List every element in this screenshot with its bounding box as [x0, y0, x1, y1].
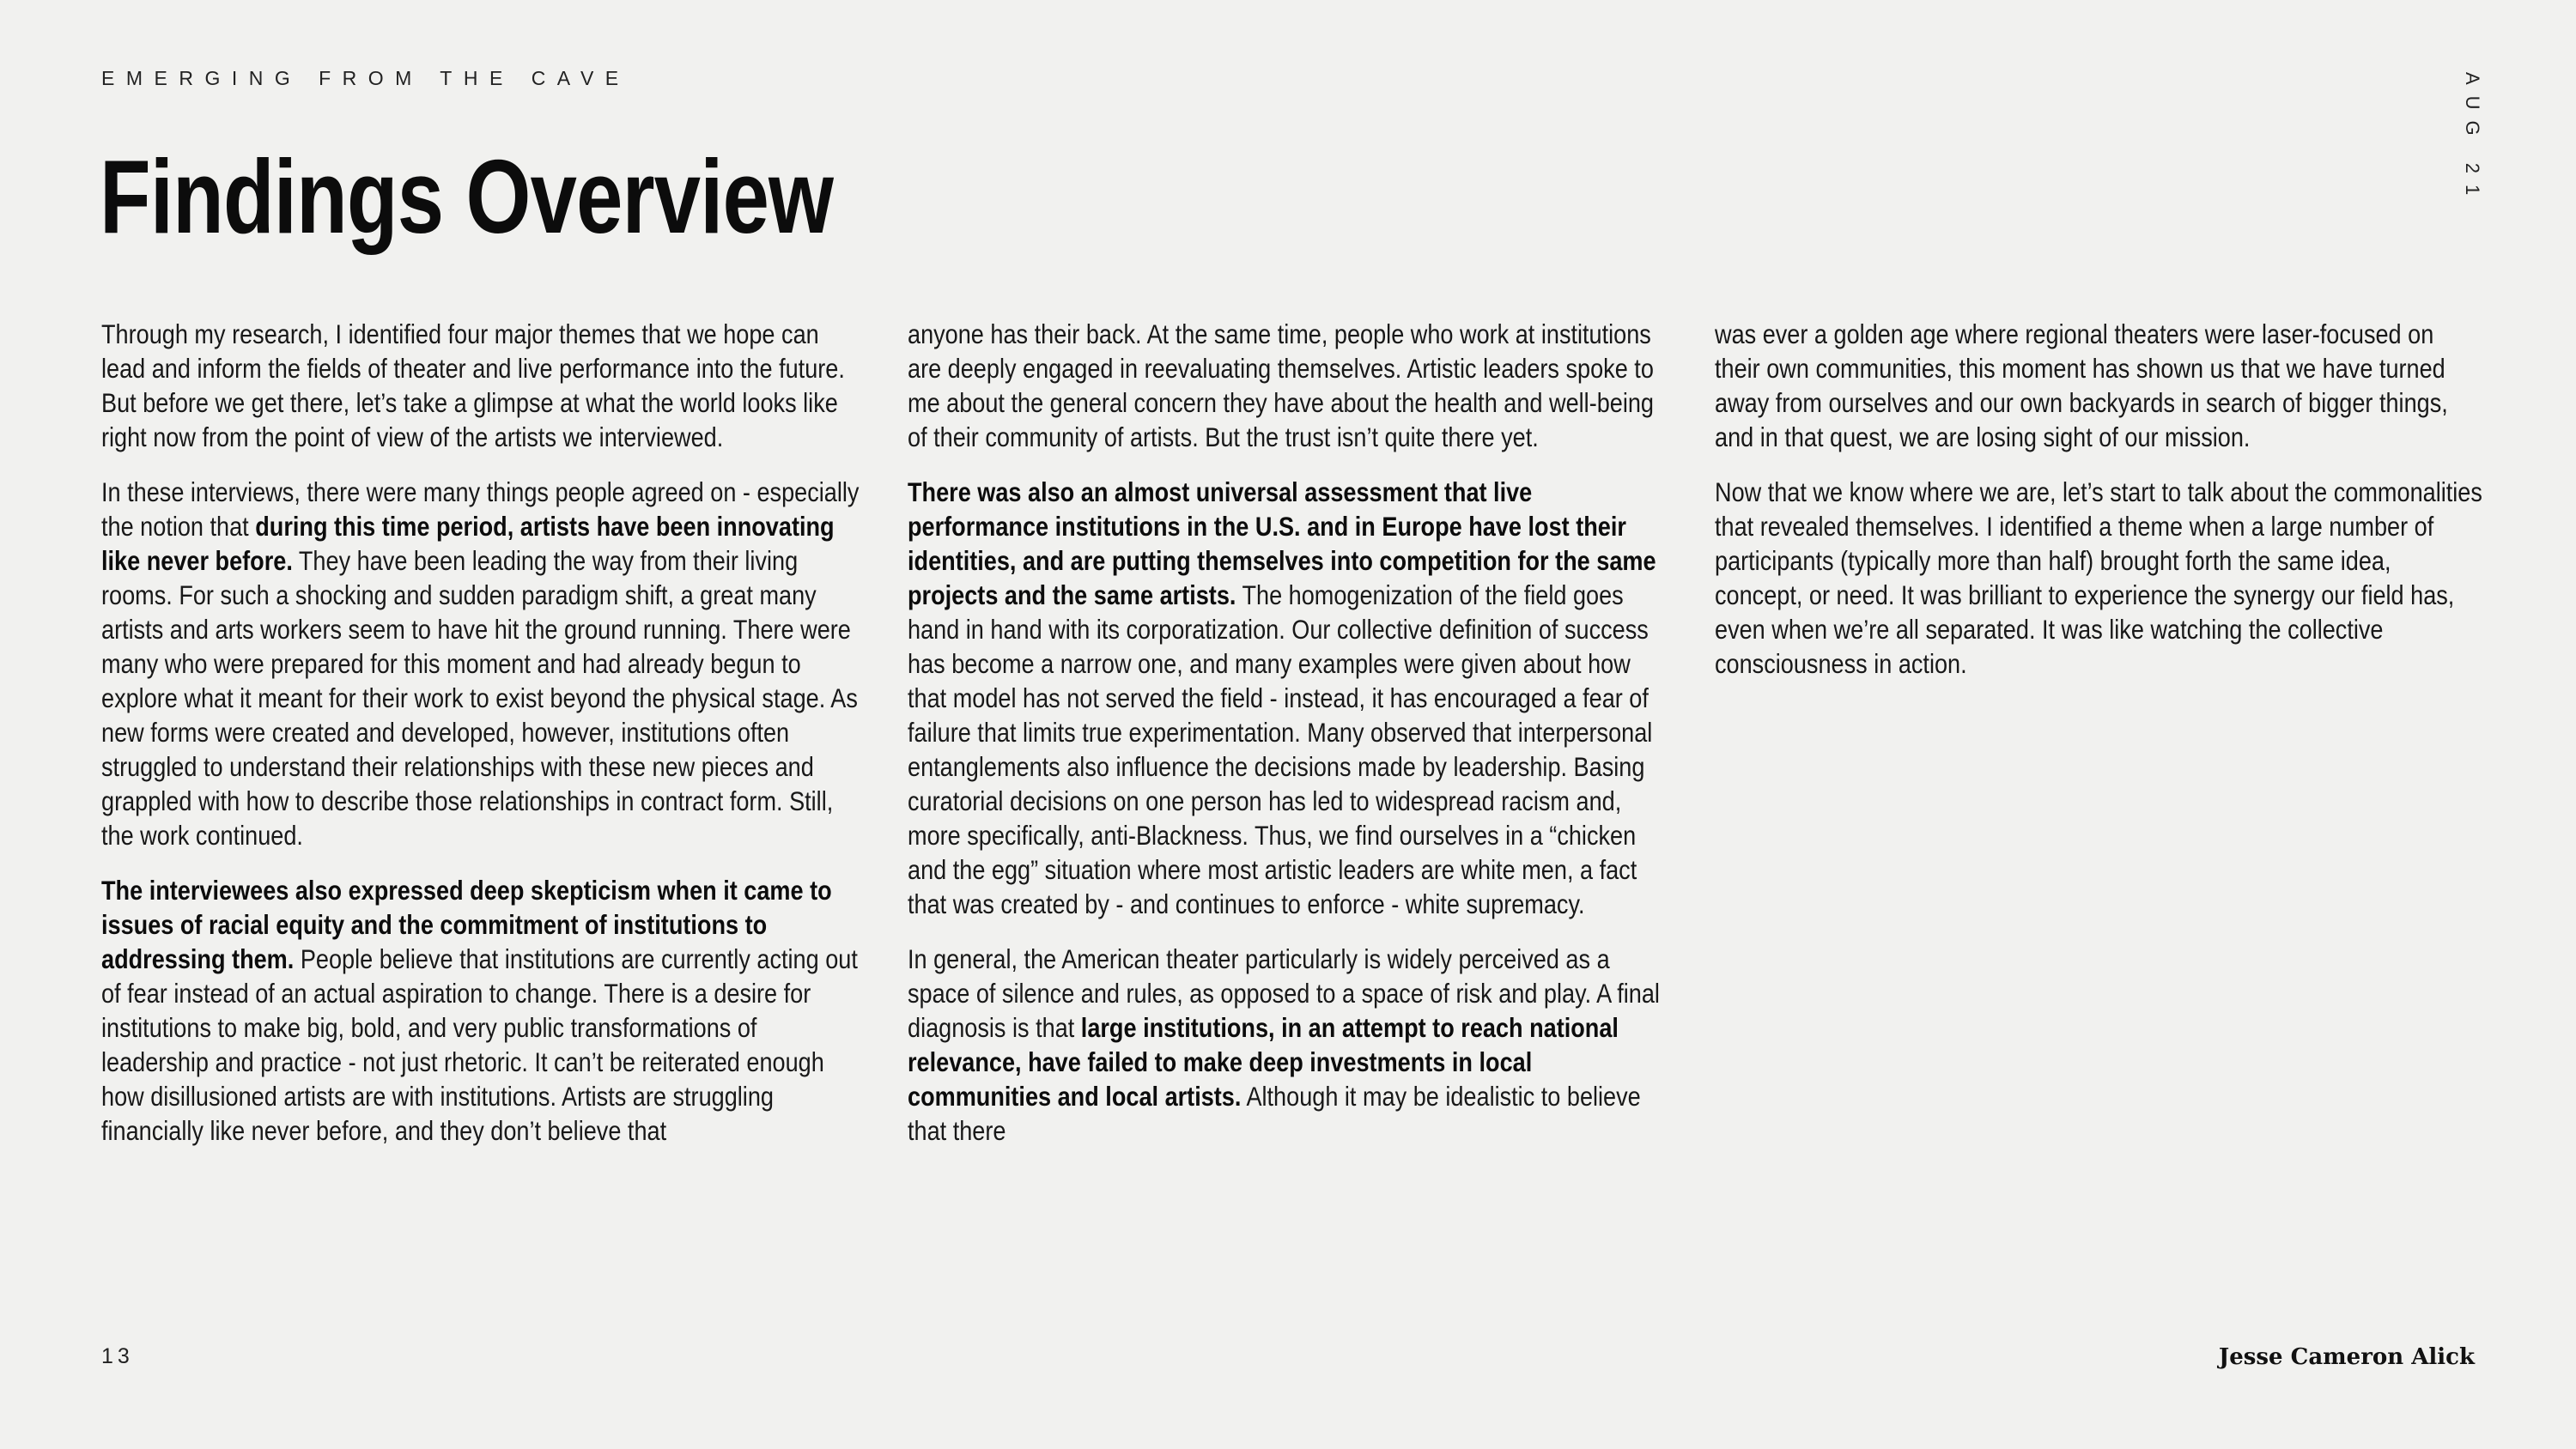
- author-name: Jesse Cameron Alick: [2218, 1344, 2475, 1370]
- text-run: In these interviews, there were many things people agreed on - especially the notion that: [101, 476, 860, 542]
- text-run: Although it may be idealistic to believe that there: [908, 1081, 1641, 1146]
- text-run: They have been leading the way from their living rooms. For such a shocking and sudden paradigm shift, a great many artists and arts workers seem to have hit the ground running. There were many who were prepared for this moment and had already begun to explore what it meant for their work to exist beyond the physical stage. As new forms were created and developed, however, institutions often struggled to understand their relationships with these new pieces and grappled with how to describe those relationships in contract form. Still, the work continued.: [101, 545, 858, 851]
- emphasis-text: during this time period, artists have been innovating like never before.: [101, 511, 835, 576]
- text-run: In general, the American theater particularly is widely perceived as a space of silence and rules, as opposed to a space of risk and play. A final diagnosis is that: [908, 943, 1660, 1043]
- text-column-1: [101, 317, 874, 1168]
- paragraph: [908, 475, 1675, 921]
- emphasis-text: large institutions, in an attempt to reach national relevance, have failed to make deep investments in local communities and local artists.: [908, 1012, 1619, 1112]
- text-column-3: [1715, 317, 2488, 701]
- emphasis-text: The interviewees also expressed deep skepticism when it came to issues of racial equity and the commitment of institutions to addressing them.: [101, 875, 832, 974]
- emphasis-text: There was also an almost universal assessment that live performance institutions in the U.S. and in Europe have lost their identities, and are putting themselves into competition for the same projects and the same artists.: [908, 476, 1656, 610]
- text-column-2: [908, 317, 1680, 1168]
- text-run: anyone has their back. At the same time, people who work at institutions are deeply engaged in reevaluating themselves. Artistic leaders spoke to me about the general concern they have about the health and well-being of their community of artists. But the trust isn’t quite there yet.: [908, 318, 1655, 452]
- paragraph: [101, 873, 869, 1148]
- page-title: Findings Overview: [100, 138, 834, 255]
- text-run: Through my research, I identified four major themes that we hope can lead and inform the fields of theater and live performance into the future. But before we get there, let’s take a glimpse at what the world looks like right now from the point of view of the artists we interviewed.: [101, 318, 845, 452]
- text-run: The homogenization of the field goes hand in hand with its corporatization. Our collective definition of success has become a narrow one, and many examples were given about how that model has not served the field - instead, it has encouraged a fear of failure that limits true experimentation. Many observed that interpersonal entanglements also influence the decisions made by leadership. Basing curatorial decisions on one person has led to widespread racism and, more specifically, anti-Blackness. Thus, we find ourselves in a “chicken and the egg” situation where most artistic leaders are white men, a fact that was created by - and continues to enforce - white supremacy.: [908, 579, 1653, 919]
- paragraph: [908, 317, 1675, 454]
- paragraph: [101, 317, 869, 454]
- text-run: was ever a golden age where regional theaters were laser-focused on their own communities, this moment has shown us that we have turned away from ourselves and our own backyards in search of bigger things, and in that quest, we are losing sight of our mission.: [1715, 318, 2448, 452]
- section-kicker: EMERGING FROM THE CAVE: [101, 67, 630, 89]
- paragraph: [101, 475, 869, 852]
- page-number: 13: [101, 1344, 134, 1368]
- paragraph: [1715, 475, 2482, 681]
- text-run: Now that we know where we are, let’s start to talk about the commonalities that revealed themselves. I identified a theme when a large number of participants (typically more than half) brought forth the same idea, concept, or need. It was brilliant to experience the synergy our field has, even when we’re all separated. It was like watching the collective consciousness in action.: [1715, 476, 2482, 679]
- text-run: People believe that institutions are currently acting out of fear instead of an actual aspiration to change. There is a desire for institutions to make big, bold, and very public transformations of leadership and practice - not just rhetoric. It can’t be reiterated enough how disillusioned artists are with institutions. Artists are struggling financially like never before, and they don’t believe that: [101, 943, 858, 1146]
- paragraph: [908, 942, 1675, 1148]
- date-label: AUG 21: [2462, 72, 2483, 207]
- paragraph: [1715, 317, 2482, 454]
